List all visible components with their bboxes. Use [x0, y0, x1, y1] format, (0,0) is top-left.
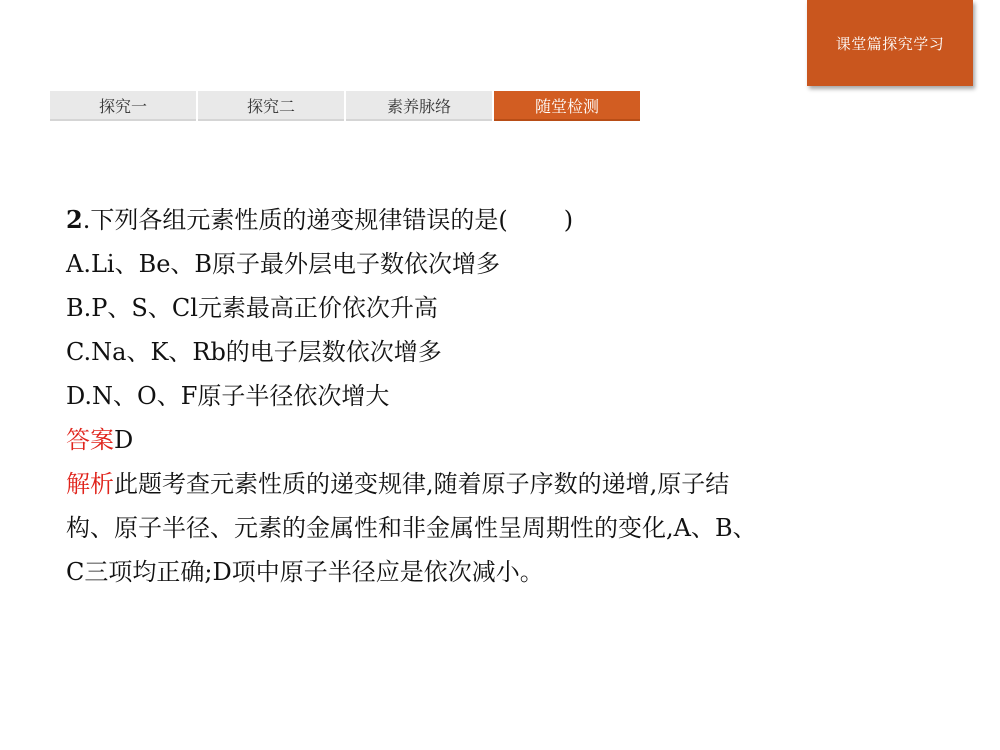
analysis-line-1 — [66, 462, 946, 506]
answer-value: D — [114, 426, 134, 454]
analysis-label: 解析 — [66, 470, 114, 498]
option-c: C.Na、K、Rb的电子层数依次增多 — [66, 338, 442, 366]
tab-label: 素养脉络 — [386, 96, 451, 116]
analysis-line-2: 构、原子半径、元素的金属性和非金属性呈周期性的变化,A、B、 — [66, 514, 757, 542]
tab-explore-2[interactable] — [198, 91, 344, 121]
tab-in-class-test[interactable] — [494, 91, 640, 121]
section-corner-label: 课堂篇探究学习 — [835, 34, 945, 53]
answer-line — [66, 418, 946, 462]
tab-label: 随堂检测 — [534, 96, 599, 116]
tab-label: 探究一 — [98, 96, 147, 116]
question-number: 2 — [66, 205, 83, 234]
tab-explore-1[interactable] — [50, 91, 196, 121]
question-stem-close: ) — [563, 206, 574, 234]
analysis-line-3: C三项均正确;D项中原子半径应是依次减小。 — [66, 558, 544, 586]
tab-literacy-context[interactable] — [346, 91, 492, 121]
question-stem-text: .下列各组元素性质的递变规律错误的是( — [82, 206, 508, 234]
question-content — [66, 198, 946, 594]
option-d: D.N、O、F原子半径依次增大 — [66, 382, 390, 410]
option-a: A.Li、Be、B原子最外层电子数依次增多 — [66, 250, 501, 278]
section-tabs — [50, 91, 642, 121]
section-corner-tag — [807, 0, 973, 86]
option-b: B.P、S、Cl元素最高正价依次升高 — [66, 294, 438, 322]
question-stem — [66, 198, 946, 242]
tab-label: 探究二 — [246, 96, 295, 116]
analysis-text-1: 此题考查元素性质的递变规律,随着原子序数的递增,原子结 — [114, 470, 730, 498]
answer-label: 答案 — [66, 426, 114, 454]
